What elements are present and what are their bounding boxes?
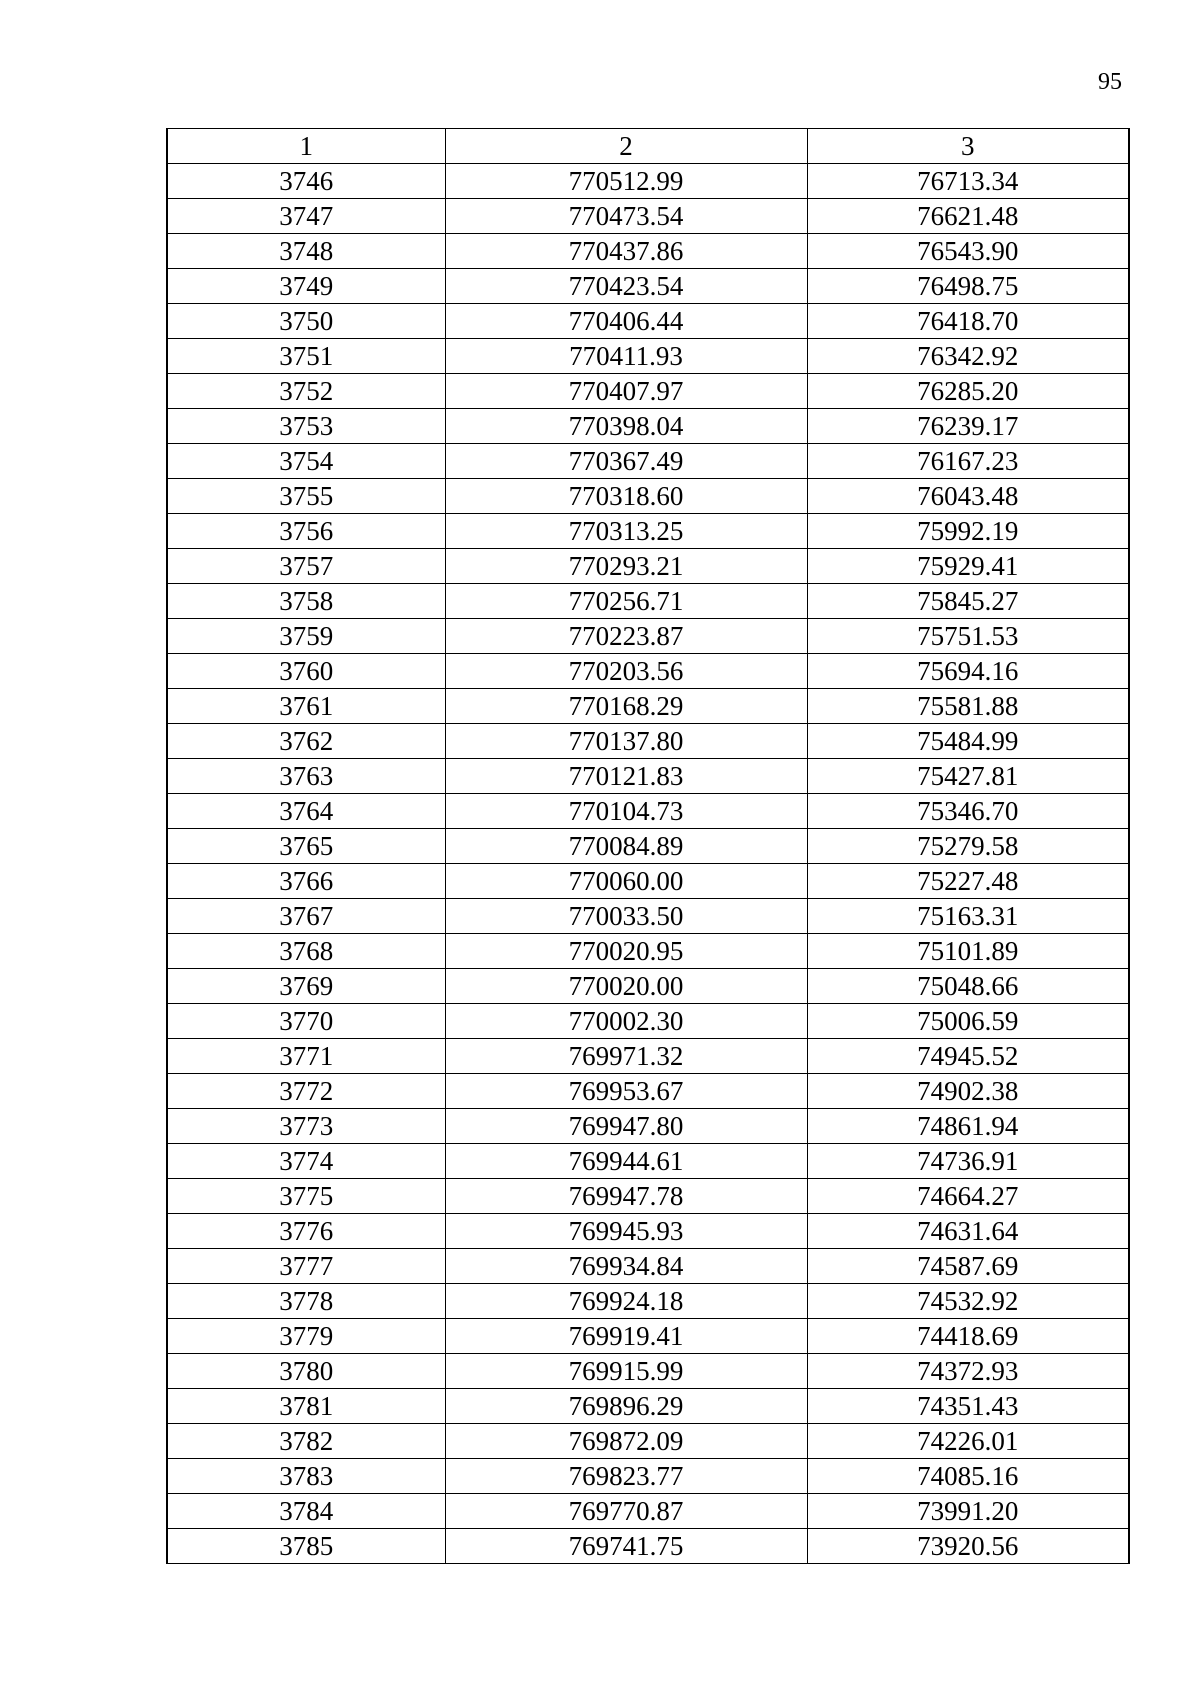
cell-point-number: 3785 [167, 1529, 445, 1564]
table-row [167, 724, 1129, 759]
cell-coordinate-y: 74372.93 [807, 1354, 1129, 1389]
cell-point-number: 3763 [167, 759, 445, 794]
cell-coordinate-x: 769953.67 [445, 1074, 807, 1109]
table-row [167, 549, 1129, 584]
cell-coordinate-x: 770084.89 [445, 829, 807, 864]
cell-coordinate-y: 75006.59 [807, 1004, 1129, 1039]
cell-point-number: 3767 [167, 899, 445, 934]
table-row [167, 934, 1129, 969]
cell-point-number: 3779 [167, 1319, 445, 1354]
table-row [167, 409, 1129, 444]
cell-coordinate-x: 770313.25 [445, 514, 807, 549]
cell-point-number: 3769 [167, 969, 445, 1004]
table-row [167, 514, 1129, 549]
cell-coordinate-y: 75992.19 [807, 514, 1129, 549]
table-row [167, 234, 1129, 269]
cell-point-number: 3766 [167, 864, 445, 899]
cell-point-number: 3783 [167, 1459, 445, 1494]
cell-coordinate-y: 73920.56 [807, 1529, 1129, 1564]
cell-coordinate-x: 770256.71 [445, 584, 807, 619]
cell-point-number: 3774 [167, 1144, 445, 1179]
table-row [167, 619, 1129, 654]
cell-coordinate-y: 75427.81 [807, 759, 1129, 794]
table-row [167, 584, 1129, 619]
cell-coordinate-x: 770423.54 [445, 269, 807, 304]
table-row [167, 1179, 1129, 1214]
table-row [167, 1144, 1129, 1179]
cell-point-number: 3759 [167, 619, 445, 654]
cell-coordinate-y: 75751.53 [807, 619, 1129, 654]
cell-point-number: 3780 [167, 1354, 445, 1389]
cell-coordinate-y: 76239.17 [807, 409, 1129, 444]
cell-point-number: 3756 [167, 514, 445, 549]
table-row [167, 654, 1129, 689]
cell-point-number: 3770 [167, 1004, 445, 1039]
cell-coordinate-x: 770473.54 [445, 199, 807, 234]
cell-coordinate-y: 76713.34 [807, 164, 1129, 199]
cell-coordinate-x: 769945.93 [445, 1214, 807, 1249]
cell-coordinate-y: 76167.23 [807, 444, 1129, 479]
cell-point-number: 3749 [167, 269, 445, 304]
cell-coordinate-y: 73991.20 [807, 1494, 1129, 1529]
table-row [167, 1074, 1129, 1109]
column-header-1: 1 [167, 129, 445, 164]
table-row [167, 1109, 1129, 1144]
cell-coordinate-y: 75694.16 [807, 654, 1129, 689]
cell-coordinate-y: 76498.75 [807, 269, 1129, 304]
table-row [167, 1389, 1129, 1424]
cell-coordinate-x: 769896.29 [445, 1389, 807, 1424]
cell-point-number: 3746 [167, 164, 445, 199]
cell-coordinate-y: 74351.43 [807, 1389, 1129, 1424]
cell-coordinate-y: 74664.27 [807, 1179, 1129, 1214]
cell-coordinate-y: 74418.69 [807, 1319, 1129, 1354]
cell-coordinate-x: 770406.44 [445, 304, 807, 339]
page-number: 95 [1098, 69, 1122, 95]
table-header-row [167, 129, 1129, 164]
cell-coordinate-y: 76285.20 [807, 374, 1129, 409]
table-row [167, 304, 1129, 339]
table-row [167, 689, 1129, 724]
table-row [167, 1284, 1129, 1319]
cell-coordinate-x: 770407.97 [445, 374, 807, 409]
table-row [167, 899, 1129, 934]
cell-point-number: 3751 [167, 339, 445, 374]
table-row [167, 794, 1129, 829]
cell-point-number: 3781 [167, 1389, 445, 1424]
table-row [167, 1459, 1129, 1494]
cell-coordinate-x: 770367.49 [445, 444, 807, 479]
cell-point-number: 3760 [167, 654, 445, 689]
cell-point-number: 3776 [167, 1214, 445, 1249]
cell-coordinate-x: 770398.04 [445, 409, 807, 444]
cell-coordinate-x: 770411.93 [445, 339, 807, 374]
table-row [167, 269, 1129, 304]
cell-point-number: 3762 [167, 724, 445, 759]
table-row [167, 199, 1129, 234]
cell-point-number: 3748 [167, 234, 445, 269]
cell-point-number: 3758 [167, 584, 445, 619]
cell-coordinate-y: 74902.38 [807, 1074, 1129, 1109]
cell-point-number: 3750 [167, 304, 445, 339]
cell-coordinate-y: 76043.48 [807, 479, 1129, 514]
cell-coordinate-x: 770223.87 [445, 619, 807, 654]
cell-coordinate-y: 75346.70 [807, 794, 1129, 829]
table-row [167, 479, 1129, 514]
cell-coordinate-x: 770060.00 [445, 864, 807, 899]
table-row [167, 1494, 1129, 1529]
cell-coordinate-x: 770020.00 [445, 969, 807, 1004]
cell-point-number: 3772 [167, 1074, 445, 1109]
cell-coordinate-y: 74861.94 [807, 1109, 1129, 1144]
cell-coordinate-y: 74085.16 [807, 1459, 1129, 1494]
cell-point-number: 3773 [167, 1109, 445, 1144]
cell-coordinate-y: 75929.41 [807, 549, 1129, 584]
column-header-2: 2 [445, 129, 807, 164]
table-row [167, 1319, 1129, 1354]
cell-coordinate-x: 770137.80 [445, 724, 807, 759]
table-body [167, 164, 1129, 1564]
table-row [167, 829, 1129, 864]
cell-coordinate-x: 769971.32 [445, 1039, 807, 1074]
cell-point-number: 3761 [167, 689, 445, 724]
cell-coordinate-x: 770318.60 [445, 479, 807, 514]
cell-coordinate-y: 74736.91 [807, 1144, 1129, 1179]
cell-coordinate-x: 770437.86 [445, 234, 807, 269]
cell-point-number: 3768 [167, 934, 445, 969]
cell-coordinate-x: 769919.41 [445, 1319, 807, 1354]
cell-coordinate-y: 75484.99 [807, 724, 1129, 759]
cell-point-number: 3775 [167, 1179, 445, 1214]
cell-point-number: 3764 [167, 794, 445, 829]
cell-coordinate-y: 76342.92 [807, 339, 1129, 374]
table-row [167, 1214, 1129, 1249]
cell-point-number: 3782 [167, 1424, 445, 1459]
cell-coordinate-y: 75101.89 [807, 934, 1129, 969]
cell-coordinate-y: 76418.70 [807, 304, 1129, 339]
cell-point-number: 3777 [167, 1249, 445, 1284]
cell-coordinate-y: 74226.01 [807, 1424, 1129, 1459]
table-row [167, 759, 1129, 794]
cell-point-number: 3755 [167, 479, 445, 514]
cell-point-number: 3771 [167, 1039, 445, 1074]
cell-coordinate-y: 74945.52 [807, 1039, 1129, 1074]
cell-point-number: 3765 [167, 829, 445, 864]
cell-coordinate-y: 75845.27 [807, 584, 1129, 619]
cell-point-number: 3754 [167, 444, 445, 479]
table-row [167, 1424, 1129, 1459]
cell-coordinate-y: 74631.64 [807, 1214, 1129, 1249]
cell-coordinate-y: 75227.48 [807, 864, 1129, 899]
cell-point-number: 3757 [167, 549, 445, 584]
cell-coordinate-y: 76543.90 [807, 234, 1129, 269]
cell-point-number: 3784 [167, 1494, 445, 1529]
cell-coordinate-x: 769915.99 [445, 1354, 807, 1389]
cell-coordinate-x: 769741.75 [445, 1529, 807, 1564]
cell-coordinate-x: 770293.21 [445, 549, 807, 584]
cell-coordinate-x: 769934.84 [445, 1249, 807, 1284]
cell-point-number: 3747 [167, 199, 445, 234]
cell-coordinate-x: 769947.80 [445, 1109, 807, 1144]
cell-coordinate-x: 770002.30 [445, 1004, 807, 1039]
coordinates-table [166, 128, 1130, 1564]
table-row [167, 339, 1129, 374]
cell-coordinate-x: 770121.83 [445, 759, 807, 794]
cell-coordinate-y: 74587.69 [807, 1249, 1129, 1284]
cell-coordinate-y: 75048.66 [807, 969, 1129, 1004]
cell-coordinate-x: 769944.61 [445, 1144, 807, 1179]
cell-coordinate-x: 769924.18 [445, 1284, 807, 1319]
cell-point-number: 3778 [167, 1284, 445, 1319]
cell-coordinate-x: 770203.56 [445, 654, 807, 689]
table-row [167, 374, 1129, 409]
table-row [167, 1039, 1129, 1074]
cell-coordinate-x: 769770.87 [445, 1494, 807, 1529]
table-row [167, 1004, 1129, 1039]
cell-point-number: 3753 [167, 409, 445, 444]
table-row [167, 1249, 1129, 1284]
cell-coordinate-y: 75279.58 [807, 829, 1129, 864]
cell-coordinate-x: 770512.99 [445, 164, 807, 199]
cell-coordinate-x: 769823.77 [445, 1459, 807, 1494]
table-row [167, 164, 1129, 199]
cell-coordinate-x: 770033.50 [445, 899, 807, 934]
table-row [167, 1354, 1129, 1389]
cell-point-number: 3752 [167, 374, 445, 409]
cell-coordinate-x: 770168.29 [445, 689, 807, 724]
cell-coordinate-x: 770020.95 [445, 934, 807, 969]
table-row [167, 1529, 1129, 1564]
cell-coordinate-x: 770104.73 [445, 794, 807, 829]
cell-coordinate-y: 75581.88 [807, 689, 1129, 724]
table-row [167, 444, 1129, 479]
cell-coordinate-y: 75163.31 [807, 899, 1129, 934]
table-row [167, 864, 1129, 899]
cell-coordinate-x: 769947.78 [445, 1179, 807, 1214]
cell-coordinate-y: 76621.48 [807, 199, 1129, 234]
cell-coordinate-y: 74532.92 [807, 1284, 1129, 1319]
column-header-3: 3 [807, 129, 1129, 164]
table-row [167, 969, 1129, 1004]
cell-coordinate-x: 769872.09 [445, 1424, 807, 1459]
